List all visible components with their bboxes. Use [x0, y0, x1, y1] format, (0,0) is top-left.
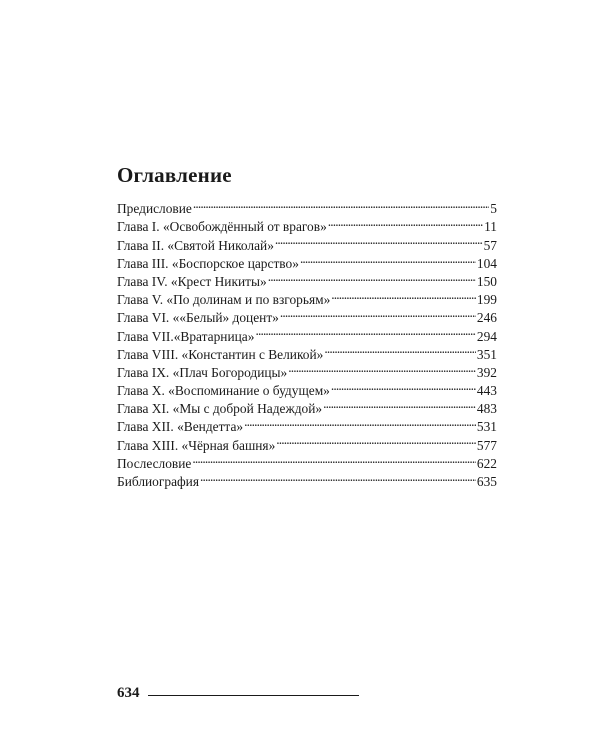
page-title: Оглавление [117, 163, 232, 188]
toc-entry-page: 104 [476, 255, 497, 271]
page-number: 634 [117, 685, 140, 701]
toc-leader-dots [268, 268, 476, 286]
toc-leader-dots [328, 213, 483, 231]
toc-leader-dots [300, 250, 476, 268]
table-of-contents [117, 195, 497, 489]
toc-entry-label: Глава III. «Боспорское царство» [117, 255, 299, 271]
toc-leader-dots [192, 450, 476, 468]
toc-leader-dots [280, 304, 476, 322]
toc-entry [117, 195, 497, 217]
toc-entry-label: Глава V. «По долинам и по взгорьям» [117, 292, 331, 308]
toc-entry-page: 622 [476, 455, 497, 471]
toc-entry-label: Глава IX. «Плач Богородицы» [117, 364, 288, 380]
toc-entry-page: 199 [476, 292, 497, 308]
toc-entry-label: Глава VII.«Вратарница» [117, 328, 255, 344]
toc-entry-label: Предисловие [117, 201, 192, 217]
toc-entry-label: Глава XIII. «Чёрная башня» [117, 437, 276, 453]
toc-entry-page: 294 [476, 328, 497, 344]
footer-rule [148, 695, 359, 696]
toc-entry-label: Глава XI. «Мы с доброй Надеждой» [117, 401, 323, 417]
toc-leader-dots [331, 377, 476, 395]
toc-entry-label: Глава IV. «Крест Никиты» [117, 273, 267, 289]
toc-entry-page: 531 [476, 419, 497, 435]
toc-entry-label: Глава VI. ««Белый» доцент» [117, 310, 279, 326]
toc-entry-page: 11 [484, 219, 497, 235]
toc-entry-label: Глава II. «Святой Николай» [117, 237, 274, 253]
toc-leader-dots [244, 413, 476, 431]
toc-leader-dots [193, 195, 489, 213]
toc-entry-label: Глава X. «Воспоминание о будущем» [117, 383, 330, 399]
toc-entry-page: 351 [476, 346, 497, 362]
toc-entry-page: 392 [476, 364, 497, 380]
toc-leader-dots [200, 468, 476, 486]
toc-entry-label: Библиография [117, 474, 200, 489]
toc-leader-dots [323, 395, 476, 413]
toc-entry-page: 443 [476, 383, 497, 399]
toc-entry-label: Глава XII. «Вендетта» [117, 419, 244, 435]
toc-entry-page: 635 [476, 474, 497, 489]
toc-leader-dots [275, 231, 483, 249]
toc-leader-dots [324, 341, 476, 359]
toc-entry-page: 483 [476, 401, 497, 417]
page-footer [117, 684, 359, 702]
toc-entry-page: 246 [476, 310, 497, 326]
toc-leader-dots [288, 359, 476, 377]
toc-entry-page: 577 [476, 437, 497, 453]
toc-entry-label: Глава VIII. «Константин с Великой» [117, 346, 324, 362]
toc-entry-page: 5 [490, 201, 497, 217]
toc-entry-label: Послесловие [117, 455, 192, 471]
toc-entry-page: 150 [476, 273, 497, 289]
toc-entry-label: Глава I. «Освобождённый от врагов» [117, 219, 327, 235]
toc-leader-dots [276, 431, 476, 449]
toc-leader-dots [331, 286, 476, 304]
toc-leader-dots [255, 322, 475, 340]
toc-entry-page: 57 [483, 237, 497, 253]
